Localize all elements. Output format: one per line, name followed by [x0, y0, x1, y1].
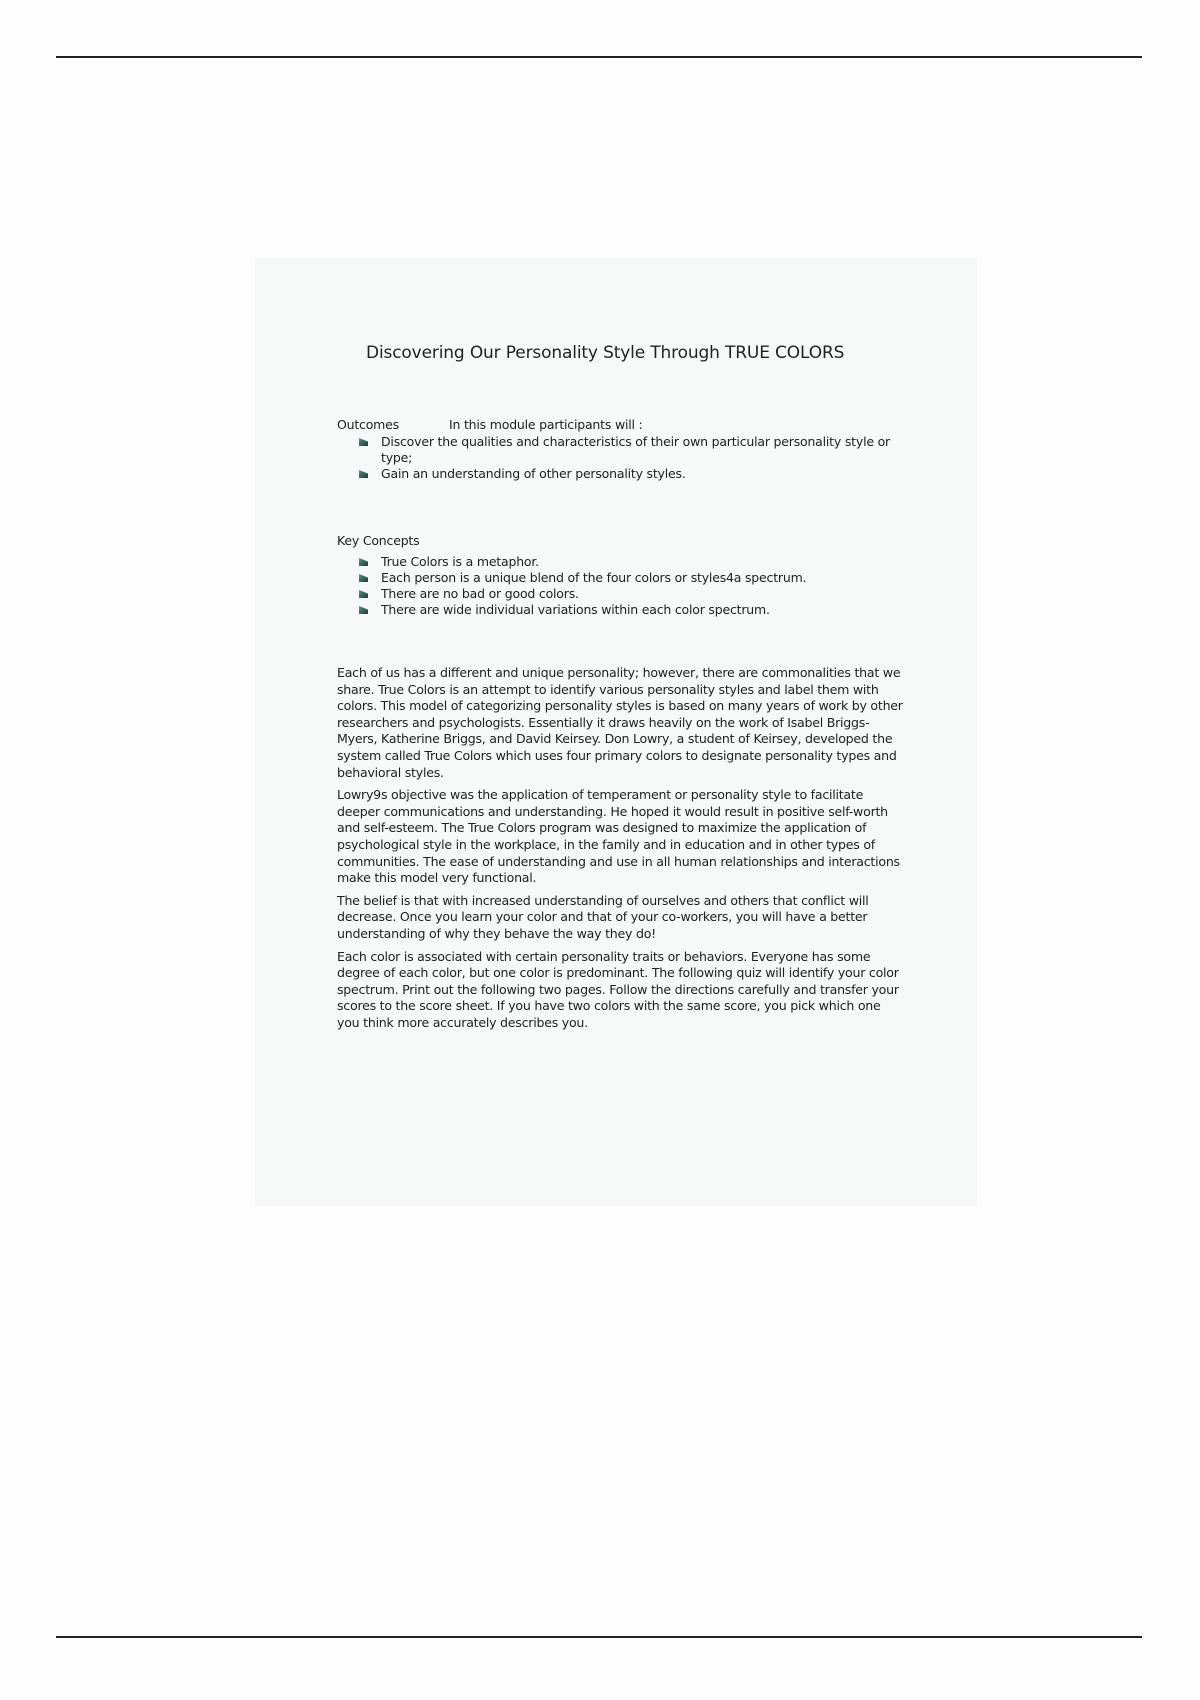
outcome-text: Gain an understanding of other personality styles. — [381, 466, 686, 481]
key-concept-item — [381, 602, 903, 618]
key-concepts-heading-row — [337, 532, 903, 550]
bullet-icon — [359, 558, 368, 566]
bullet-icon — [359, 590, 368, 598]
key-concept-text: Each person is a unique blend of the four colors or styles4a spectrum. — [381, 570, 807, 585]
body-paragraphs — [337, 665, 903, 1037]
key-concept-item — [381, 570, 903, 586]
outcome-item — [381, 466, 903, 482]
document-title: Discovering Our Personality Style Through TRUE COLORS — [366, 343, 845, 363]
bullet-icon — [359, 438, 368, 446]
outcomes-section — [337, 416, 903, 482]
bullet-icon — [359, 574, 368, 582]
key-concept-text: There are wide individual variations within each color spectrum. — [381, 602, 770, 617]
body-paragraph: Each color is associated with certain personality traits or behaviors. Everyone has some degree of each color, but one color is predominant. The following quiz will identify your color spectrum. Print out the following two pages. Follow the directions carefully and transfer your scores to the score sheet. If you have two colors with the same score, you pick which one you think more accurately describes you. — [337, 948, 899, 1030]
key-concept-item — [381, 586, 903, 602]
outcomes-list — [337, 434, 903, 482]
key-concept-text: True Colors is a metaphor. — [381, 554, 539, 569]
body-paragraph: Lowry9s objective was the application of temperament or personality style to facilitate deeper communications and understanding. He hoped it would result in positive self-worth and self-esteem. The True Colors program was designed to maximize the application of psychological style in the workplace, in the family and in education and in other types of communities. The ease of understanding and use in all human relationships and interactions make this model very functional. — [337, 787, 900, 886]
key-concepts-list — [337, 554, 903, 618]
page-top-rule — [56, 56, 1142, 58]
outcome-text: Discover the qualities and characteristics of their own particular personality style or type; — [381, 434, 890, 465]
outcome-item — [381, 434, 903, 466]
key-concept-item — [381, 554, 903, 570]
key-concepts-section — [337, 532, 903, 618]
bullet-icon — [359, 606, 368, 614]
bullet-icon — [359, 470, 368, 478]
outcomes-intro: In this module participants will : — [449, 417, 643, 432]
outcomes-heading-row — [337, 416, 903, 434]
key-concept-text: There are no bad or good colors. — [381, 586, 579, 601]
body-paragraph: The belief is that with increased understanding of ourselves and others that conflict will decrease. Once you learn your color and that of your co-workers, you will have a better understanding of why they behave the way they do! — [337, 892, 869, 941]
body-paragraph: Each of us has a different and unique personality; however, there are commonalities that we share. True Colors is an attempt to identify various personality styles and label them with colors. This model of categorizing personality styles is based on many years of work by other researchers and psychologists. Essentially it draws heavily on the work of Isabel Briggs-Myers, Katherine Briggs, and David Keirsey. Don Lowry, a student of Keirsey, developed the system called True Colors which uses four primary colors to designate personality types and behavioral styles. — [337, 665, 903, 780]
page-bottom-rule — [56, 1636, 1142, 1638]
key-concepts-label: Key Concepts — [337, 533, 420, 548]
outcomes-label: Outcomes — [337, 417, 399, 432]
